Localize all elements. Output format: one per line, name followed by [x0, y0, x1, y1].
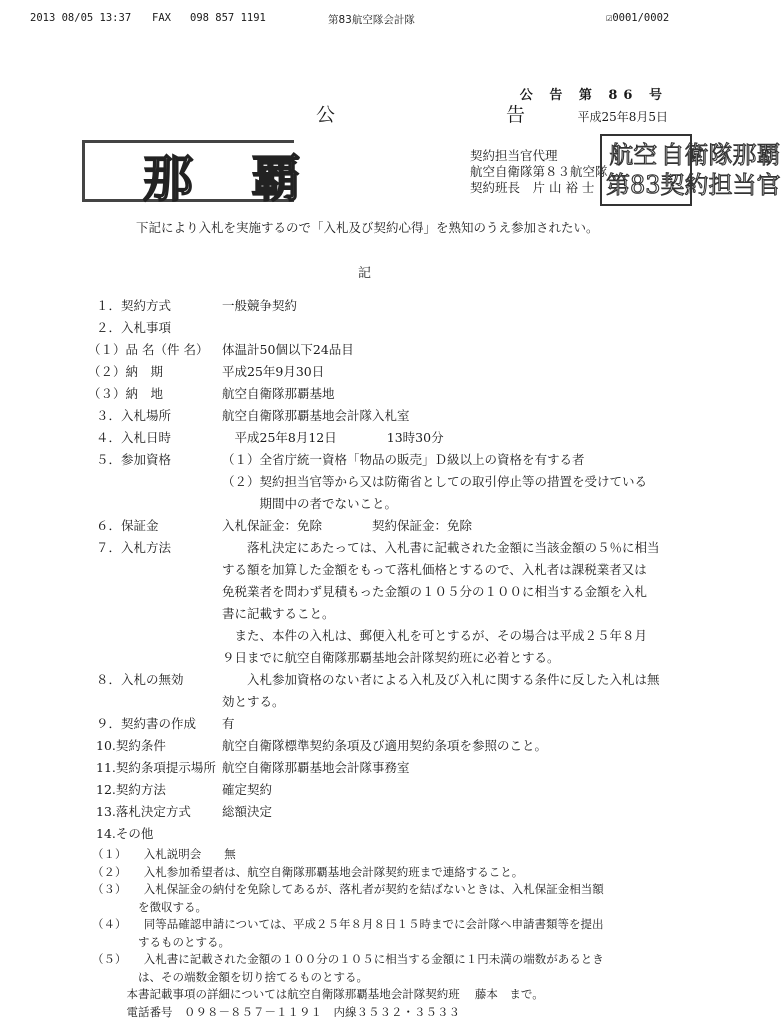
item-label: 14.その他 — [96, 826, 154, 841]
item-label: ４．入札日時 — [96, 430, 172, 445]
item-text: 体温計50個以下24品目 — [222, 342, 354, 357]
item-label: 13.落札決定方式 — [96, 804, 191, 819]
note-line: 電話番号 ０９８－８５７－１１９１ 内線３５３２・３５３３ — [92, 1005, 460, 1019]
stamp-text: 那覇 — [143, 150, 359, 208]
issuer-line: 契約担当官代理 — [470, 148, 558, 163]
item-label: ８．入札の無効 — [96, 672, 184, 687]
issuer-line: 航空自衛隊第８３航空隊 — [470, 164, 608, 179]
fax-label: FAX — [152, 12, 171, 24]
document-title: 公 告 — [316, 104, 602, 126]
seal-glyph: 自衛 — [660, 141, 709, 169]
note-line: （４） 同等品確認申請については、平成２５年８月８日１５時までに会計隊へ申請書類等を提出 — [92, 917, 604, 931]
issuer-line: 契約班長 片 山 裕 士 — [470, 180, 595, 195]
notice-date: 平成25年8月5日 — [577, 110, 668, 124]
seal-glyph: 隊那 — [708, 141, 757, 169]
item-text: 航空自衛隊標準契約条項及び適用契約条項を参照のこと。 — [222, 738, 548, 753]
note-line: は、その端数金額を切り捨てるものとする。 — [92, 970, 368, 984]
note-line: 本書記載事項の詳細については航空自衛隊那覇基地会計隊契約班 藤本 まで。 — [92, 987, 544, 1001]
item-label: ７．入札方法 — [96, 540, 172, 555]
item-text: 免税業者を問わず見積もった金額の１０５分の１００に相当する金額を入札 — [222, 584, 648, 599]
item-text: 航空自衛隊那覇基地会計隊事務室 — [222, 760, 410, 775]
intro-text: 下記により入札を実施するので「入札及び契約心得」を熟知のうえ参加されたい。 — [136, 220, 599, 235]
item-label: ９．契約書の作成 — [96, 716, 197, 731]
item-text: 入札保証金：免除 契約保証金：免除 — [222, 518, 473, 533]
item-label: （３）納 地 — [88, 386, 164, 401]
item-label: ６．保証金 — [96, 518, 159, 533]
item-text: 航空自衛隊那覇基地 — [222, 386, 335, 401]
item-text: 確定契約 — [222, 782, 273, 797]
item-text: 落札決定にあたっては、入札書に記載された金額に当該金額の５％に相当 — [222, 540, 660, 555]
fax-number: 098 857 1191 — [190, 12, 266, 24]
issuer-block — [470, 148, 608, 196]
fax-header — [0, 0, 724, 30]
item-text: 平成25年8月12日 13時30分 — [222, 430, 444, 445]
seal-glyph: 官 — [756, 171, 781, 199]
seal-glyph: 担当 — [708, 171, 757, 199]
note-line: （３） 入札保証金の納付を免除してあるが、落札者が契約を結ばないときは、入札保証金相当額 — [92, 882, 604, 896]
official-seal — [600, 134, 781, 206]
item-text: 有 — [222, 716, 235, 731]
fax-page: ☑0001/0002 — [606, 12, 670, 24]
item-label: 12.契約方法 — [96, 782, 166, 797]
item-text: 総額決定 — [222, 804, 273, 819]
item-text: 効とする。 — [222, 694, 285, 709]
item-text: 書に記載すること。 — [222, 606, 335, 621]
seal-glyph: 契約 — [660, 171, 709, 199]
item-text: （２）契約担当官等から又は防衛省としての取引停止等の措置を受けている — [222, 474, 648, 489]
item-label: １．契約方式 — [96, 298, 172, 313]
item-label: ３．入札場所 — [96, 408, 172, 423]
item-text: （１）全省庁統一資格「物品の販売」Ｄ級以上の資格を有する者 — [222, 452, 585, 467]
item-text: また、本件の入札は、郵便入札を可とするが、その場合は平成２５年８月 — [222, 628, 648, 643]
item-label: ２．入札事項 — [96, 320, 172, 335]
note-line: （５） 入札書に記載された金額の１００分の１０５に相当する金額に１円未満の端数があるとき — [92, 952, 604, 966]
fax-timestamp: 2013 08/05 13:37 — [30, 12, 132, 24]
note-line: （２） 入札参加希望者は、航空自衛隊那覇基地会計隊契約班まで連絡すること。 — [92, 865, 524, 879]
ki-heading: 記 — [358, 266, 372, 281]
notice-number: 公 告 第 86 号 — [519, 88, 668, 103]
item-text: 期間中の者でないこと。 — [222, 496, 398, 511]
item-label: （１）品 名（件 名） — [88, 342, 209, 357]
fax-sender: 第83航空隊会計隊 — [328, 14, 415, 26]
item-text: 入札参加資格のない者による入札及び入札に関する条件に反した入札は無 — [222, 672, 660, 687]
item-label: ５．参加資格 — [96, 452, 172, 467]
item-text: 平成25年9月30日 — [222, 364, 325, 379]
item-text: 一般競争契約 — [222, 298, 298, 313]
item-label: 11.契約条項提示場所 — [96, 760, 216, 775]
item-text: 航空自衛隊那覇基地会計隊入札室 — [222, 408, 410, 423]
note-line: （１） 入札説明会 無 — [92, 847, 236, 861]
received-stamp — [82, 140, 359, 208]
item-label: （２）納 期 — [88, 364, 164, 379]
note-line: を徴収する。 — [92, 900, 207, 914]
note-line: するものとする。 — [92, 935, 230, 949]
seal-glyph: 航空 — [609, 141, 658, 169]
seal-glyph: 第83 — [606, 171, 661, 199]
seal-glyph: 覇 — [756, 141, 781, 169]
item-text: する額を加算した金額をもって落札価格とするので、入札者は課税業者又は — [222, 562, 647, 577]
item-label: 10.契約条件 — [96, 738, 166, 753]
item-text: ９日までに航空自衛隊那覇基地会計隊契約班に必着とする。 — [222, 650, 560, 665]
